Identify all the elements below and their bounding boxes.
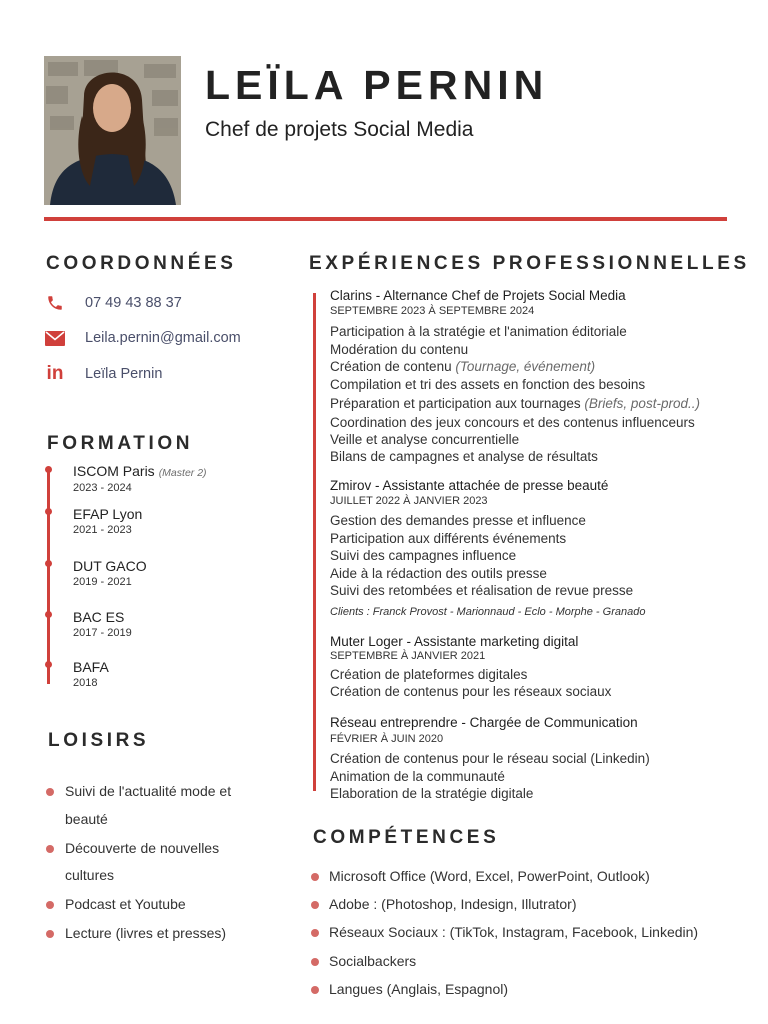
bullet-dot (46, 930, 54, 938)
section-title-hobbies: LOISIRS (48, 730, 150, 751)
experience-title: Zmirov - Assistante attachée de presse beauté (330, 478, 609, 493)
experience-period: SEPTEMBRE À JANVIER 2021 (330, 650, 486, 662)
phone-number: 07 49 43 88 37 (85, 295, 182, 311)
skill-item: Langues (Anglais, Espagnol) (329, 981, 509, 997)
bullet-dot (311, 929, 319, 937)
experience-task: Participation à la stratégie et l'animation éditoriale (330, 324, 627, 339)
bullet-dot (46, 788, 54, 796)
experience-timeline (313, 293, 316, 791)
experience-period: SEPTEMBRE 2023 À SEPTEMBRE 2024 (330, 305, 535, 317)
timeline-dot (45, 508, 52, 515)
bullet-dot (311, 986, 319, 994)
experience-period: JUILLET 2022 À JANVIER 2023 (330, 495, 488, 507)
experience-task: Gestion des demandes presse et influence (330, 513, 586, 528)
experience-task: Création de contenus pour les réseaux sociaux (330, 684, 612, 699)
hobby-item-continued: beauté (65, 811, 108, 827)
skill-item: Microsoft Office (Word, Excel, PowerPoint, Outlook) (329, 868, 650, 884)
timeline-dot (45, 661, 52, 668)
education-note: (Master 2) (158, 467, 207, 479)
timeline-dot (45, 611, 52, 618)
experience-task: Préparation et participation aux tournages (Briefs, post-prod..) (330, 396, 700, 411)
mail-icon (44, 327, 66, 349)
education-dates: 2019 - 2021 (73, 576, 132, 588)
hobby-item: Découverte de nouvelles (65, 840, 220, 856)
person-name: LEÏLA PERNIN (205, 62, 549, 108)
experience-task: Création de plateformes digitales (330, 667, 528, 682)
experience-task: Animation de la communauté (330, 769, 505, 784)
phone-icon (44, 292, 66, 314)
section-title-contact: COORDONNÉES (46, 253, 237, 274)
education-title: BAC ES (73, 609, 125, 625)
education-title: EFAP Lyon (73, 506, 143, 522)
job-title: Chef de projets Social Media (205, 118, 474, 141)
experience-task: Participation aux différents événements (330, 531, 567, 546)
experience-task: Compilation et tri des assets en fonction des besoins (330, 377, 646, 392)
section-title-experience: EXPÉRIENCES PROFESSIONNELLES (309, 253, 750, 274)
education-dates: 2018 (73, 677, 98, 689)
experience-title: Réseau entreprendre - Chargée de Communication (330, 715, 638, 730)
skill-item: Réseaux Sociaux : (TikTok, Instagram, Facebook, Linkedin) (329, 924, 699, 940)
experience-title: Muter Loger - Assistante marketing digital (330, 634, 579, 649)
linkedin-icon: in (46, 363, 64, 384)
education-timeline (47, 469, 50, 684)
timeline-dot (45, 560, 52, 567)
profile-photo (44, 56, 181, 205)
experience-task-note: (Tournage, événement) (455, 359, 596, 374)
experience-task-note: (Briefs, post-prod..) (584, 396, 700, 411)
contact-email[interactable] (44, 327, 241, 349)
hobby-item: Lecture (livres et presses) (65, 925, 227, 941)
experience-title: Clarins - Alternance Chef de Projets Social Media (330, 288, 626, 303)
education-dates: 2021 - 2023 (73, 524, 132, 536)
experience-task: Création de contenu (Tournage, événement) (330, 359, 596, 374)
bullet-dot (311, 873, 319, 881)
experience-task: Création de contenus pour le réseau social (Linkedin) (330, 751, 650, 766)
experience-task: Elaboration de la stratégie digitale (330, 786, 534, 801)
skill-item: Socialbackers (329, 953, 417, 969)
timeline-dot (45, 466, 52, 473)
section-title-education: FORMATION (47, 433, 194, 454)
education-title: BAFA (73, 659, 109, 675)
contact-phone[interactable] (44, 292, 182, 314)
section-title-skills: COMPÉTENCES (313, 827, 500, 848)
bullet-dot (46, 901, 54, 909)
contact-linkedin[interactable] (44, 363, 163, 385)
experience-task: Suivi des campagnes influence (330, 548, 517, 563)
hobby-item-continued: cultures (65, 867, 115, 883)
experience-task: Coordination des jeux concours et des contenus influenceurs (330, 415, 695, 430)
education-title: DUT GACO (73, 558, 147, 574)
bullet-dot (46, 845, 54, 853)
education-dates: 2023 - 2024 (73, 482, 132, 494)
education-dates: 2017 - 2019 (73, 627, 132, 639)
hobby-item: Suivi de l'actualité mode et (65, 783, 232, 799)
linkedin-name: Leïla Pernin (85, 366, 163, 382)
header-divider (44, 217, 727, 221)
experience-task: Aide à la rédaction des outils presse (330, 566, 547, 581)
bullet-dot (311, 958, 319, 966)
experience-task: Suivi des retombées et réalisation de revue presse (330, 583, 634, 598)
bullet-dot (311, 901, 319, 909)
experience-clients: Clients : Franck Provost - Marionnaud - Eclo - Morphe - Granado (330, 606, 646, 618)
skill-item: Adobe : (Photoshop, Indesign, Illutrator) (329, 896, 577, 912)
experience-task: Modération du contenu (330, 342, 469, 357)
email-address: Leila.pernin@gmail.com (85, 330, 241, 346)
experience-task: Veille et analyse concurrentielle (330, 432, 520, 447)
experience-task: Bilans de campagnes et analyse de résultats (330, 449, 598, 464)
hobby-item: Podcast et Youtube (65, 896, 186, 912)
experience-period: FÉVRIER À JUIN 2020 (330, 733, 444, 745)
education-title: ISCOM Paris (Master 2) (73, 463, 207, 479)
